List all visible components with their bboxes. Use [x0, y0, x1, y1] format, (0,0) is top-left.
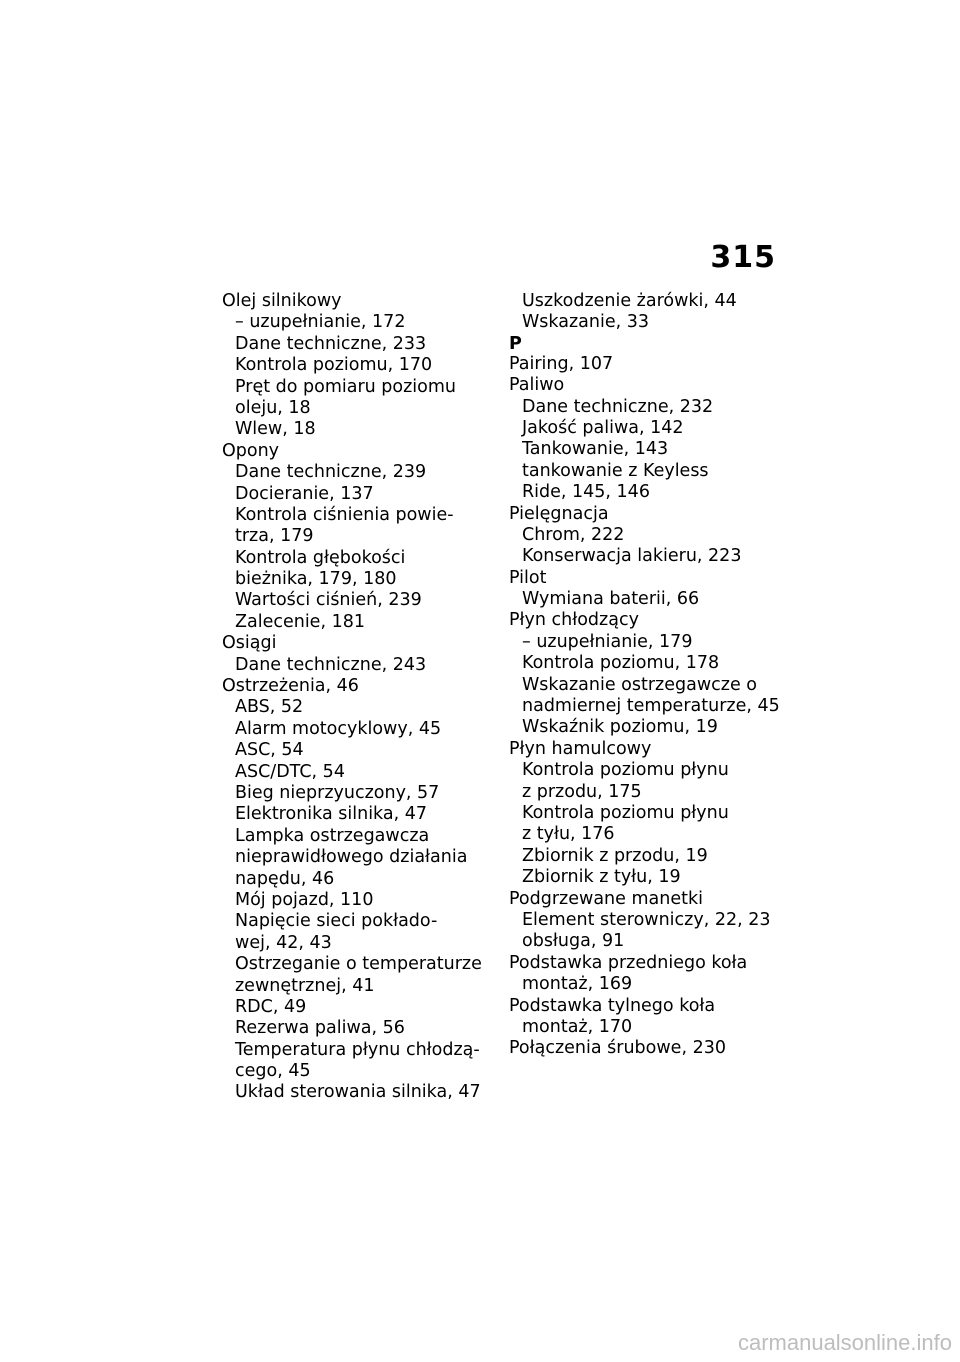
index-subentry: Temperatura płynu chłodzą-	[235, 1039, 480, 1060]
index-subentry: Dane techniczne, 233	[235, 333, 427, 354]
index-subentry: Dane techniczne, 243	[235, 654, 427, 675]
index-subentry: Wskazanie ostrzegawcze o	[522, 674, 757, 695]
index-subentry: ASC/DTC, 54	[235, 761, 345, 782]
index-subentry: Kontrola ciśnienia powie-	[235, 504, 454, 525]
index-subentry: tankowanie z Keyless	[522, 460, 709, 481]
index-entry: Pielęgnacja	[509, 503, 609, 524]
index-subentry: Ostrzeganie o temperaturze	[235, 954, 482, 975]
index-subentry: – uzupełnianie, 179	[522, 631, 693, 652]
page-number: 315	[710, 240, 776, 275]
index-subentry: Tankowanie, 143	[522, 439, 669, 460]
index-subentry: Układ sterowania silnika, 47	[235, 1082, 481, 1103]
index-subentry: oleju, 18	[235, 397, 311, 418]
index-entry: Podstawka tylnego koła	[509, 995, 716, 1016]
index-entry: Ostrzeżenia, 46	[222, 676, 359, 697]
watermark: carmanualsonline.info	[737, 1330, 952, 1355]
index-subentry: z przodu, 175	[522, 781, 642, 802]
index-subentry: Mój pojazd, 110	[235, 889, 374, 910]
index-subentry: – uzupełnianie, 172	[235, 312, 406, 333]
index-subentry: Pręt do pomiaru poziomu	[235, 376, 457, 397]
index-entry: Opony	[222, 440, 280, 461]
index-subentry: nadmiernej temperaturze, 45	[522, 696, 780, 717]
index-subentry: Zbiornik z przodu, 19	[522, 845, 708, 866]
index-subentry: Zbiornik z tyłu, 19	[522, 867, 681, 888]
index-subentry: Bieg nieprzyuczony, 57	[235, 782, 440, 803]
index-subentry: obsługa, 91	[522, 931, 625, 952]
index-subentry: cego, 45	[235, 1061, 311, 1082]
index-entry: Pairing, 107	[509, 353, 614, 374]
index-subentry: Jakość paliwa, 142	[522, 417, 684, 438]
index-subentry: Kontrola głębokości	[235, 547, 406, 568]
index-entry: Płyn chłodzący	[509, 610, 639, 631]
index-subentry: Dane techniczne, 232	[522, 396, 714, 417]
index-subentry: Wskazanie, 33	[522, 312, 649, 333]
index-subentry: Konserwacja lakieru, 223	[522, 546, 742, 567]
index-subentry: Wymiana baterii, 66	[522, 589, 700, 610]
index-entry: Pilot	[509, 567, 547, 588]
index-subentry: wej, 42, 43	[235, 932, 332, 953]
index-entry: Paliwo	[509, 375, 565, 396]
index-subentry: montaż, 169	[522, 974, 633, 995]
index-subentry: nieprawidłowego działania	[235, 847, 468, 868]
index-subentry: zewnętrznej, 41	[235, 975, 375, 996]
index-subentry: Wartości ciśnień, 239	[235, 590, 422, 611]
index-subentry: Kontrola poziomu, 170	[235, 355, 433, 376]
index-subentry: RDC, 49	[235, 996, 307, 1017]
index-subentry: Wlew, 18	[235, 419, 316, 440]
index-subentry: Alarm motocyklowy, 45	[235, 718, 442, 739]
index-subentry: montaż, 170	[522, 1016, 633, 1037]
index-subentry: bieżnika, 179, 180	[235, 569, 397, 590]
index-subentry: z tyłu, 176	[522, 824, 615, 845]
index-subentry: napędu, 46	[235, 868, 335, 889]
index-subentry: Lampka ostrzegawcza	[235, 825, 430, 846]
index-subentry: Chrom, 222	[522, 524, 625, 545]
index-column-right	[509, 291, 799, 1060]
index-entry: Podgrzewane manetki	[509, 888, 703, 909]
index-subentry: Elektronika silnika, 47	[235, 804, 428, 825]
index-entry: Olej silnikowy	[222, 291, 342, 311]
index-subentry: Kontrola poziomu, 178	[522, 653, 720, 674]
index-subentry: Zalecenie, 181	[235, 611, 365, 632]
index-entry: Płyn hamulcowy	[509, 738, 652, 759]
index-subentry: ASC, 54	[235, 740, 304, 761]
index-subentry: trza, 179	[235, 526, 314, 547]
index-subentry: Docieranie, 137	[235, 483, 374, 504]
index-subentry: Kontrola poziomu płynu	[522, 760, 729, 781]
index-entry: Osiągi	[222, 633, 277, 654]
index-subentry: Napięcie sieci pokłado-	[235, 911, 438, 932]
index-entry: Podstawka przedniego koła	[509, 952, 748, 973]
index-subentry: Uszkodzenie żarówki, 44	[522, 291, 737, 311]
index-subentry: Ride, 145, 146	[522, 482, 650, 503]
index-subentry: Rezerwa paliwa, 56	[235, 1018, 405, 1039]
index-subentry: Dane techniczne, 239	[235, 462, 427, 483]
index-subentry: Kontrola poziomu płynu	[522, 802, 729, 823]
index-entry: Połączenia śrubowe, 230	[509, 1038, 726, 1059]
index-letter-heading: P	[509, 333, 522, 354]
index-subentry: ABS, 52	[235, 697, 304, 718]
index-column-left	[222, 291, 492, 1104]
index-subentry: Element sterowniczy, 22, 23	[522, 909, 771, 930]
index-subentry: Wskaźnik poziomu, 19	[522, 717, 718, 738]
